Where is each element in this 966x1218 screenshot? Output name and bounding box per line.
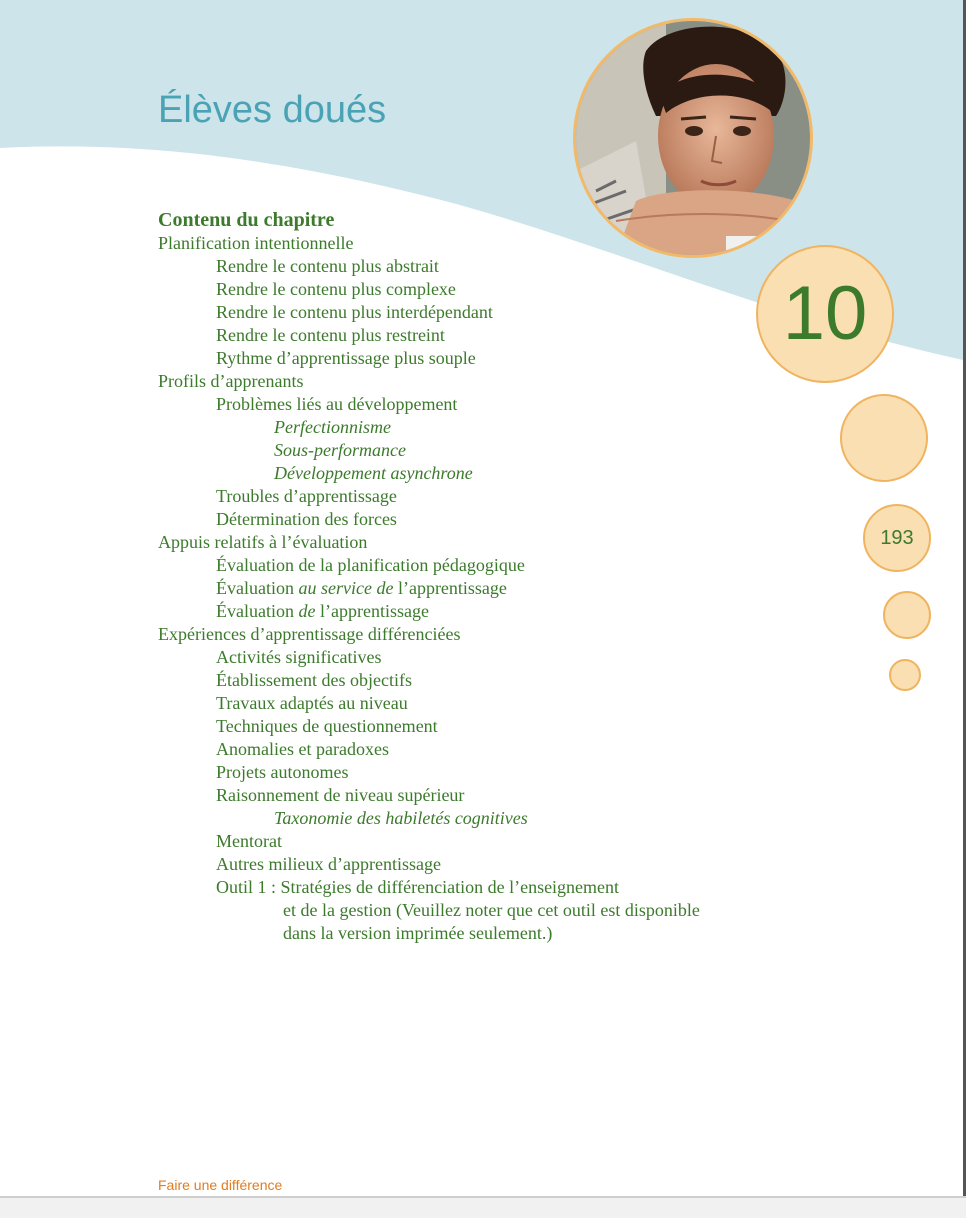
toc-item: Projets autonomes	[216, 762, 349, 782]
chapter-number: 10	[782, 271, 868, 356]
toc-item: Rendre le contenu plus interdépendant	[216, 302, 493, 322]
toc-subitem: Perfectionnisme	[274, 417, 391, 437]
page-number-badge	[863, 504, 931, 572]
toc-tool-item-continued: et de la gestion (Veuillez noter que cet outil est disponible	[283, 900, 700, 920]
decorative-circle	[883, 591, 931, 639]
toc-item-emphasis: au service de	[298, 578, 394, 598]
toc-subitem: Taxonomie des habiletés cognitives	[274, 808, 528, 828]
decorative-circle	[840, 394, 928, 482]
toc-section-title: Profils d’apprenants	[158, 371, 304, 391]
toc-item: Techniques de questionnement	[216, 716, 438, 736]
toc-item: Détermination des forces	[216, 509, 397, 529]
toc-item-text: Évaluation	[216, 601, 299, 621]
toc-item-text: l’apprentissage	[315, 601, 429, 621]
toc-item: Autres milieux d’apprentissage	[216, 854, 441, 874]
toc-item-text: Évaluation	[216, 578, 299, 598]
toc-item-text: l’apprentissage	[393, 578, 507, 598]
footer-title: Faire une différence	[158, 1177, 283, 1193]
toc-item: Problèmes liés au développement	[216, 394, 458, 414]
toc-subitem: Sous-performance	[274, 440, 406, 460]
toc-item: Travaux adaptés au niveau	[216, 693, 408, 713]
toc-item: Rythme d’apprentissage plus souple	[216, 348, 476, 368]
toc-heading: Contenu du chapitre	[158, 209, 335, 231]
toc-tool-item: Outil 1 : Stratégies de différenciation de l’enseignement	[216, 877, 620, 897]
page-bottom-divider	[0, 1196, 966, 1198]
decorative-circle	[889, 659, 921, 691]
toc-item: Troubles d’apprentissage	[216, 486, 397, 506]
table-of-contents	[158, 208, 758, 945]
toc-item: Rendre le contenu plus complexe	[216, 279, 456, 299]
toc-item: Rendre le contenu plus restreint	[216, 325, 445, 345]
chapter-number-badge	[756, 245, 894, 383]
chapter-title: Élèves doués	[158, 89, 387, 131]
toc-item: Évaluation de la planification pédagogique	[216, 555, 525, 575]
toc-section-title: Expériences d’apprentissage différenciées	[158, 624, 461, 644]
toc-item: Anomalies et paradoxes	[216, 739, 389, 759]
page-number: 193	[880, 526, 914, 549]
toc-item: Mentorat	[216, 831, 282, 851]
toc-item: Rendre le contenu plus abstrait	[216, 256, 439, 276]
toc-section-title: Appuis relatifs à l’évaluation	[158, 532, 368, 552]
toc-item: Raisonnement de niveau supérieur	[216, 785, 465, 805]
toc-item: Établissement des objectifs	[216, 670, 412, 690]
toc-subitem: Développement asynchrone	[274, 463, 473, 483]
toc-item	[158, 577, 758, 600]
toc-item	[158, 600, 758, 623]
toc-tool-item-continued: dans la version imprimée seulement.)	[283, 923, 553, 943]
toc-item: Activités significatives	[216, 647, 382, 667]
toc-section-title: Planification intentionnelle	[158, 233, 354, 253]
toc-item-emphasis: de	[298, 601, 316, 621]
